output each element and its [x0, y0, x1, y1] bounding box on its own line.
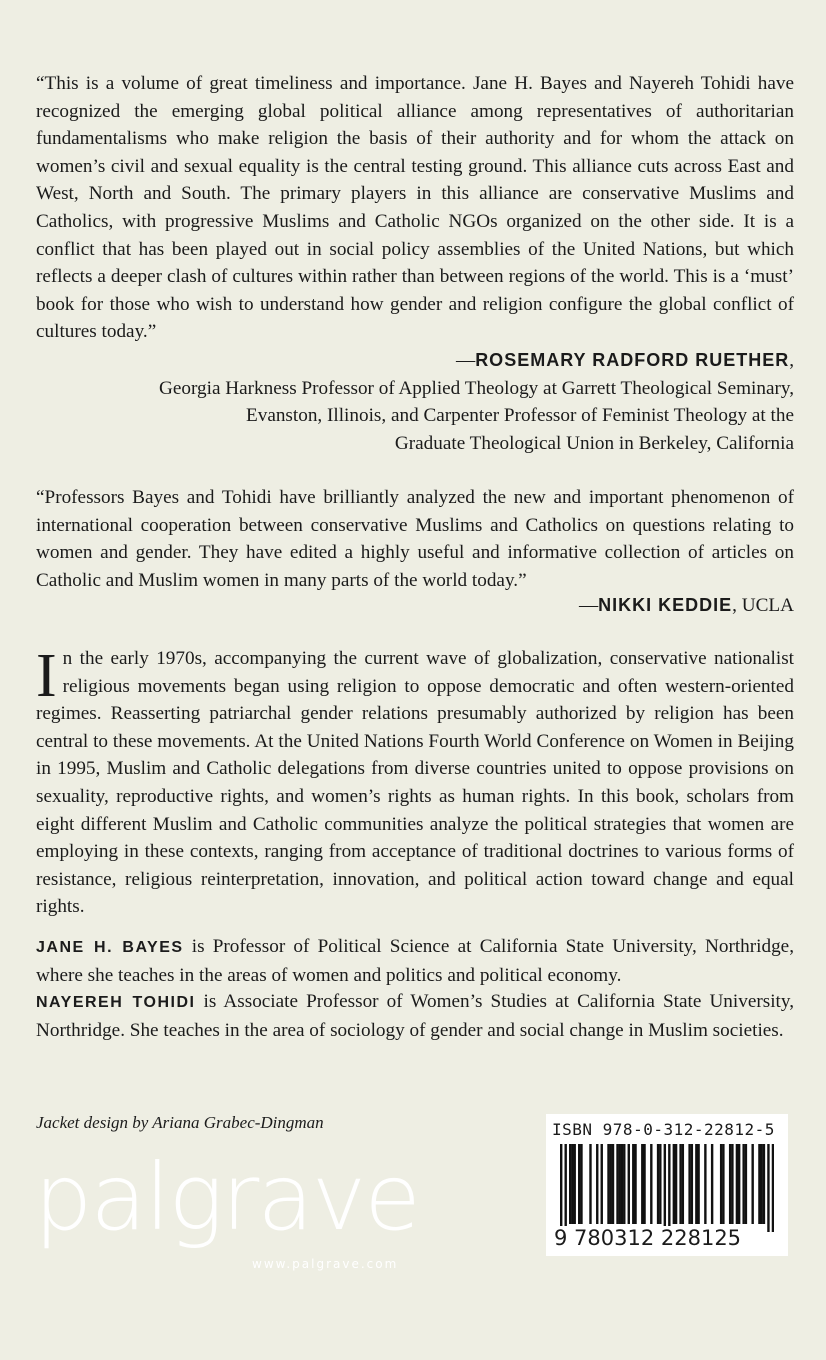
barcode-bar	[688, 1144, 690, 1224]
bio-name: JANE H. BAYES	[36, 939, 184, 956]
barcode-bar	[596, 1144, 598, 1224]
affiliation-line: Evanston, Illinois, and Carpenter Professor of Feminist Theology at the	[246, 405, 794, 427]
barcode-bar	[673, 1144, 675, 1224]
barcode-bar	[767, 1144, 769, 1232]
barcode-bar	[704, 1144, 706, 1224]
quote-ruether	[36, 70, 794, 346]
barcode-bars	[560, 1144, 774, 1232]
author-bio-tohidi	[36, 988, 794, 1044]
barcode-bar	[628, 1144, 630, 1224]
barcode-bar	[643, 1144, 645, 1224]
drop-cap: I	[36, 642, 57, 710]
barcode-bar	[612, 1144, 614, 1224]
barcode-bar	[682, 1144, 684, 1224]
barcode-bar	[632, 1144, 634, 1224]
author-name: ROSEMARY RADFORD RUETHER	[475, 350, 790, 370]
author-name: NIKKI KEDDIE	[598, 595, 733, 615]
author-affiliation: , UCLA	[732, 595, 794, 616]
quote-ruether-text: “This is a volume of great timeliness and importance. Jane H. Bayes and Nayereh Tohidi have recognized the emerging global political alliance among representatives of authoritarian fundamentalisms who make religion the basis of their authority and for whom the attack on women’s civil and sexual equality is the central testing ground. This alliance cuts across East and West, North and South. The primary players in this alliance are conservative Muslims and Catholics, with progressive Muslims and Catholic NGOs organized on the other side. It is a conflict that has been played out in social policy assemblies of the United Nations, but which reflects a deeper clash of cultures within rather than between regions of the world. This is a ‘must’ book for those who wish to understand how gender and religion configure the global conflict of cultures today.”	[36, 73, 794, 343]
barcode-bar	[729, 1144, 731, 1224]
barcode-bar	[571, 1144, 573, 1224]
affiliation-line: Graduate Theological Union in Berkeley, California	[394, 432, 794, 454]
attribution-keddie: —NIKKI KEDDIE, UCLA	[578, 595, 794, 616]
barcode-bar	[565, 1144, 567, 1232]
palgrave-logo: palgrave	[34, 1144, 419, 1251]
barcode-bar	[578, 1144, 580, 1224]
barcode-bar	[742, 1144, 744, 1224]
barcode-bar	[722, 1144, 724, 1224]
barcode-bar	[601, 1144, 603, 1224]
barcode-bar	[745, 1144, 747, 1224]
isbn-label: ISBN 978-0-312-22812-5	[552, 1120, 775, 1139]
barcode-bar	[641, 1144, 643, 1224]
barcode-bar	[751, 1144, 753, 1224]
barcode-bar	[691, 1144, 693, 1224]
barcode-bar	[634, 1144, 636, 1224]
affiliation-line: Georgia Harkness Professor of Applied Theology at Garrett Theological Seminary,	[159, 377, 794, 399]
barcode-bar	[695, 1144, 697, 1224]
quote-keddie-text: “Professors Bayes and Tohidi have brilliantly analyzed the new and important phenomenon of international cooperation between conservative Muslims and Catholics on questions relating to women and gender. They have edited a highly useful and informative collection of articles on Catholic and Muslim women in many parts of the world today.”	[36, 487, 794, 591]
attribution-ruether-name-line: —ROSEMARY RADFORD RUETHER,	[456, 350, 794, 371]
barcode-bar	[623, 1144, 625, 1224]
book-description	[36, 642, 794, 921]
barcode-bar	[569, 1144, 571, 1224]
barcode-bar	[657, 1144, 659, 1224]
barcode-bar	[650, 1144, 652, 1224]
bio-name: NAYEREH TOHIDI	[36, 994, 196, 1011]
barcode-bar	[664, 1144, 666, 1232]
isbn-digits: 9 780312 228125	[554, 1226, 742, 1250]
attribution-ruether	[54, 347, 794, 457]
barcode-bar	[760, 1144, 762, 1224]
barcode-bar	[711, 1144, 713, 1224]
barcode-bar	[679, 1144, 681, 1224]
barcode-bar	[621, 1144, 623, 1224]
quote-keddie	[36, 484, 794, 594]
barcode-bar	[560, 1144, 562, 1232]
barcode-bar	[720, 1144, 722, 1224]
barcode-bar	[772, 1144, 774, 1232]
publisher-website[interactable]: www.palgrave.com	[252, 1257, 399, 1271]
barcode-bar	[697, 1144, 699, 1224]
barcode-bar	[616, 1144, 618, 1224]
jacket-design-credit: Jacket design by Ariana Grabec-Dingman	[36, 1113, 324, 1132]
barcode-bar	[758, 1144, 760, 1224]
barcode-bar	[675, 1144, 677, 1224]
author-bio-bayes	[36, 933, 794, 989]
barcode-bar	[659, 1144, 661, 1224]
barcode-bar	[589, 1144, 591, 1224]
barcode-bar	[610, 1144, 612, 1224]
isbn-barcode	[546, 1114, 788, 1256]
bio-text: is Associate Professor of Women’s Studies at California State University, Northridge. She teaches in the area of sociology of gender and social change in Muslim societies.	[36, 991, 794, 1041]
barcode-bar	[619, 1144, 621, 1224]
bio-text: is Professor of Political Science at California State University, Northridge, where she teaches in the areas of women and politics and political economy.	[36, 936, 794, 986]
barcode-bar	[580, 1144, 582, 1224]
barcode-bar	[738, 1144, 740, 1224]
barcode-bar	[763, 1144, 765, 1224]
barcode-bar	[736, 1144, 738, 1224]
barcode-bar	[574, 1144, 576, 1224]
barcode-bar	[607, 1144, 609, 1224]
barcode-bar	[731, 1144, 733, 1224]
description-text: n the early 1970s, accompanying the current wave of globalization, conservative nationalist religious movements began using religion to oppose democratic and often western-oriented regimes. Reasserting patriarchal gender relations presumably authorized by religion has been central to these movements. At the United Nations Fourth World Conference on Women in Beijing in 1995, Muslim and Catholic delegations from diverse countries united to oppose provisions on sexuality, reproductive rights, and women’s rights as human rights. In this book, scholars from eight different Muslim and Catholic communities analyze the political strategies that women are employing in these contexts, ranging from acceptance of traditional doctrines to various forms of resistance, religious reinterpretation, innovation, and political action toward change and equal rights.	[36, 648, 794, 918]
barcode-bar	[668, 1144, 670, 1232]
